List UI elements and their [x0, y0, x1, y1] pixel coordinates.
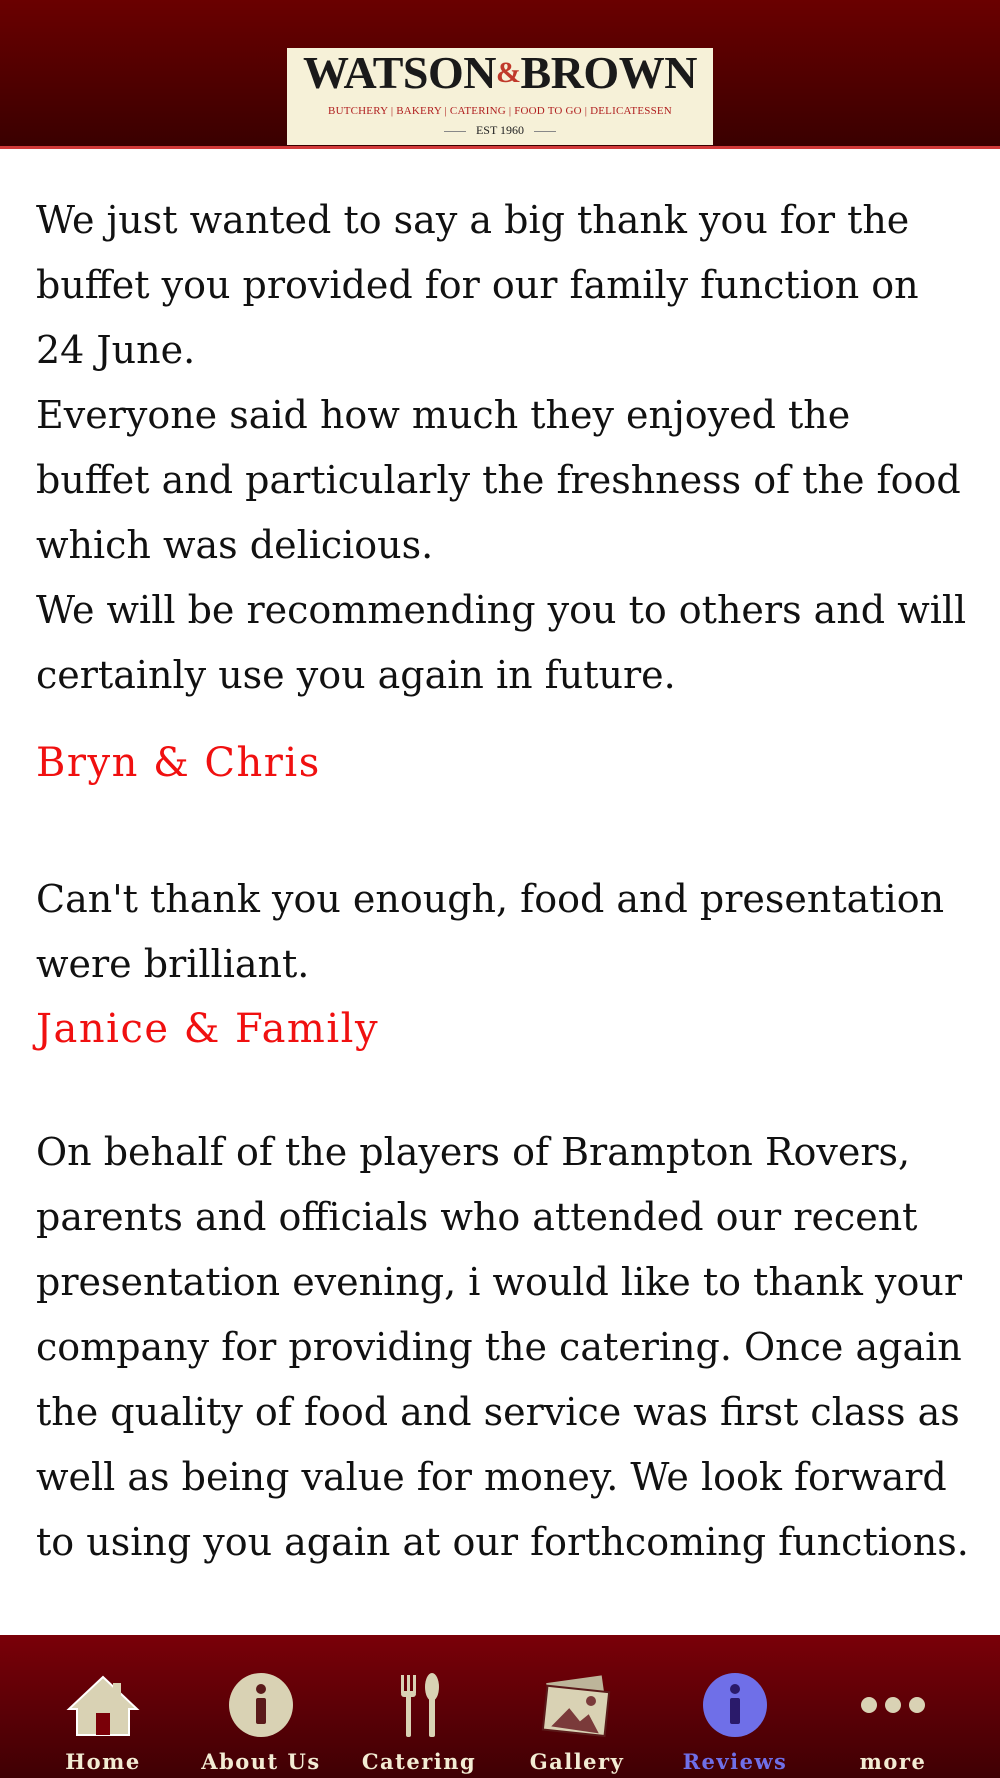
review-text [36, 149, 970, 708]
app-header [0, 0, 1000, 149]
review-paragraph: Everyone said how much they enjoyed the buffet and particularly the freshness of the food which was delicious. [36, 393, 961, 567]
logo-name: WATSON&BROWN [303, 47, 697, 98]
info-icon [695, 1671, 775, 1739]
review-author: Janice & Family [36, 1006, 380, 1052]
review-paragraph: We just wanted to say a big thank you for the buffet you provided for our family function on 24 June. [36, 198, 919, 372]
review-paragraph: Can't thank you enough, food and presentation were brilliant. [36, 877, 945, 986]
logo-est: EST 1960 [287, 123, 713, 138]
tab-catering[interactable] [340, 1635, 498, 1778]
tab-reviews[interactable] [656, 1635, 814, 1778]
tab-label: About Us [201, 1749, 321, 1774]
watson-brown-logo [287, 48, 713, 145]
tab-gallery[interactable] [498, 1635, 656, 1778]
tab-label: Catering [361, 1749, 477, 1774]
review-text [36, 867, 970, 997]
tab-about-us[interactable] [182, 1635, 340, 1778]
tab-label: Home [65, 1749, 141, 1774]
review-text [36, 1120, 970, 1575]
review-paragraph: On behalf of the players of Brampton Rovers, parents and officials who attended our recent presentation evening, i would like to thank your company for providing the catering. Once again the quality of food and service was first class as well as being value for money. We look forward to using you again at our forthcoming functions. [36, 1130, 969, 1564]
tab-label: Reviews [682, 1749, 788, 1774]
tab-more[interactable] [814, 1635, 972, 1778]
fork-spoon-icon [379, 1671, 459, 1739]
review-paragraph: We will be recommending you to others and will certainly use you again in future. [36, 588, 967, 697]
review-author: Bryn & Chris [36, 740, 321, 786]
more-dots-icon [853, 1671, 933, 1739]
reviews-content[interactable] [0, 149, 1000, 1635]
tab-label: more [859, 1749, 927, 1774]
logo-tagline: BUTCHERY | BAKERY | CATERING | FOOD TO GO | DELICATESSEN [328, 105, 672, 117]
tab-label: Gallery [529, 1749, 625, 1774]
bottom-tab-bar [0, 1635, 1000, 1778]
home-icon [63, 1671, 143, 1739]
info-icon [221, 1671, 301, 1739]
photos-icon [537, 1671, 617, 1739]
tab-home[interactable] [24, 1635, 182, 1778]
